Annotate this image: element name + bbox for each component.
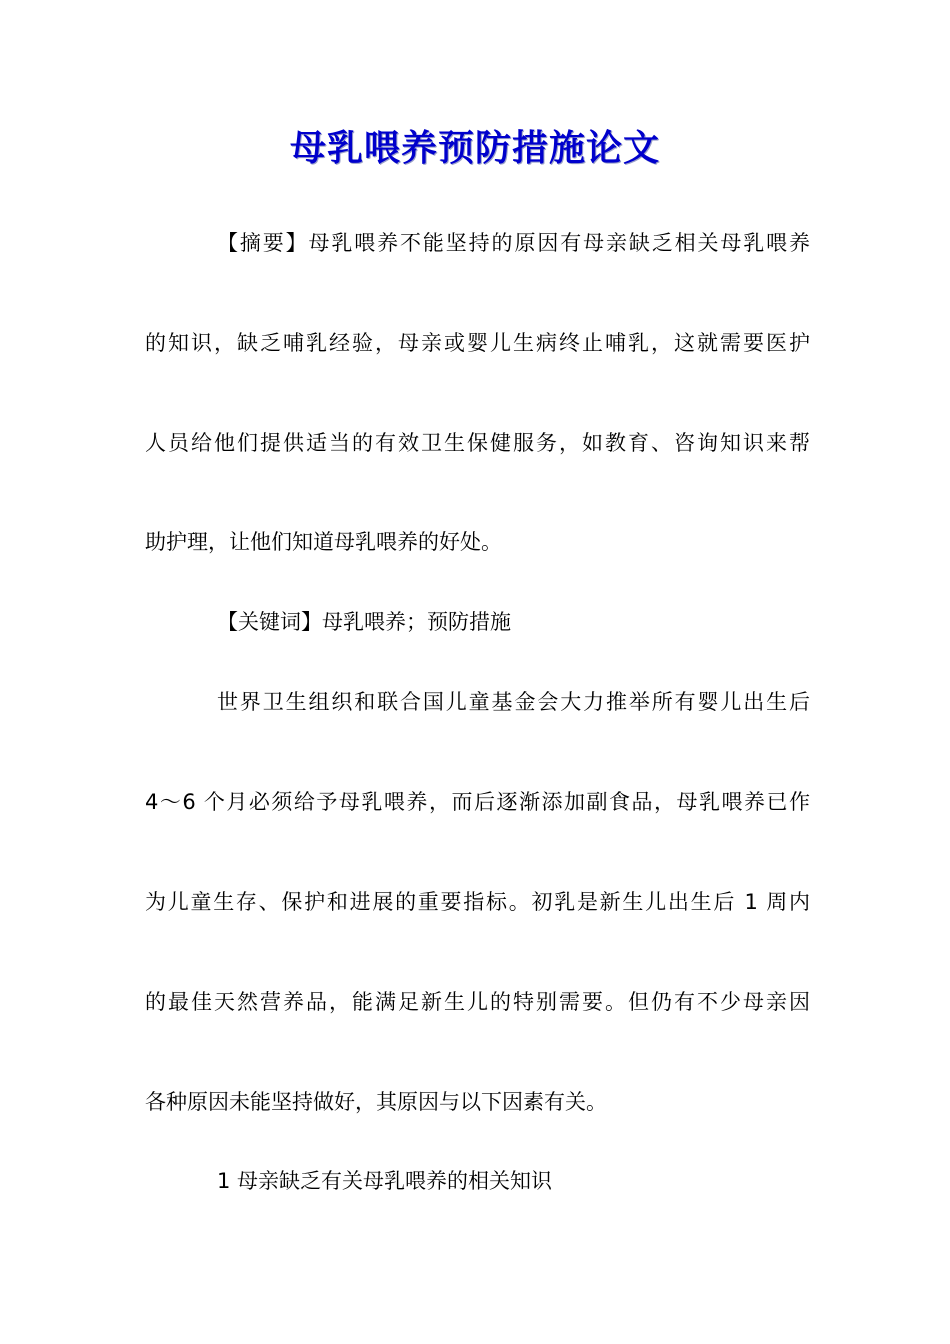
abstract-line-2: 的知识，缺乏哺乳经验，母亲或婴儿生病终止哺乳，这就需要医护 <box>145 331 810 355</box>
body-line-5: 各种原因未能坚持做好，其原因与以下因素有关。 <box>145 1090 607 1114</box>
body-line-1: 世界卫生组织和联合国儿童基金会大力推举所有婴儿出生后 <box>217 690 810 714</box>
body-line-3: 为儿童生存、保护和进展的重要指标。初乳是新生儿出生后 1 周内 <box>145 890 810 914</box>
abstract-line-1: 【摘要】母乳喂养不能坚持的原因有母亲缺乏相关母乳喂养 <box>217 231 810 255</box>
section-heading: 1 母亲缺乏有关母乳喂养的相关知识 <box>217 1169 553 1193</box>
body-line-4: 的最佳天然营养品，能满足新生儿的特别需要。但仍有不少母亲因 <box>145 990 810 1014</box>
document-title: 母乳喂养预防措施论文 <box>289 127 660 169</box>
keywords-line: 【关键词】母乳喂养；预防措施 <box>217 610 511 634</box>
abstract-line-3: 人员给他们提供适当的有效卫生保健服务，如教育、咨询知识来帮 <box>145 431 810 455</box>
abstract-line-4: 助护理，让他们知道母乳喂养的好处。 <box>145 530 502 554</box>
body-line-2: 4～6 个月必须给予母乳喂养，而后逐渐添加副食品，母乳喂养已作 <box>145 790 810 814</box>
